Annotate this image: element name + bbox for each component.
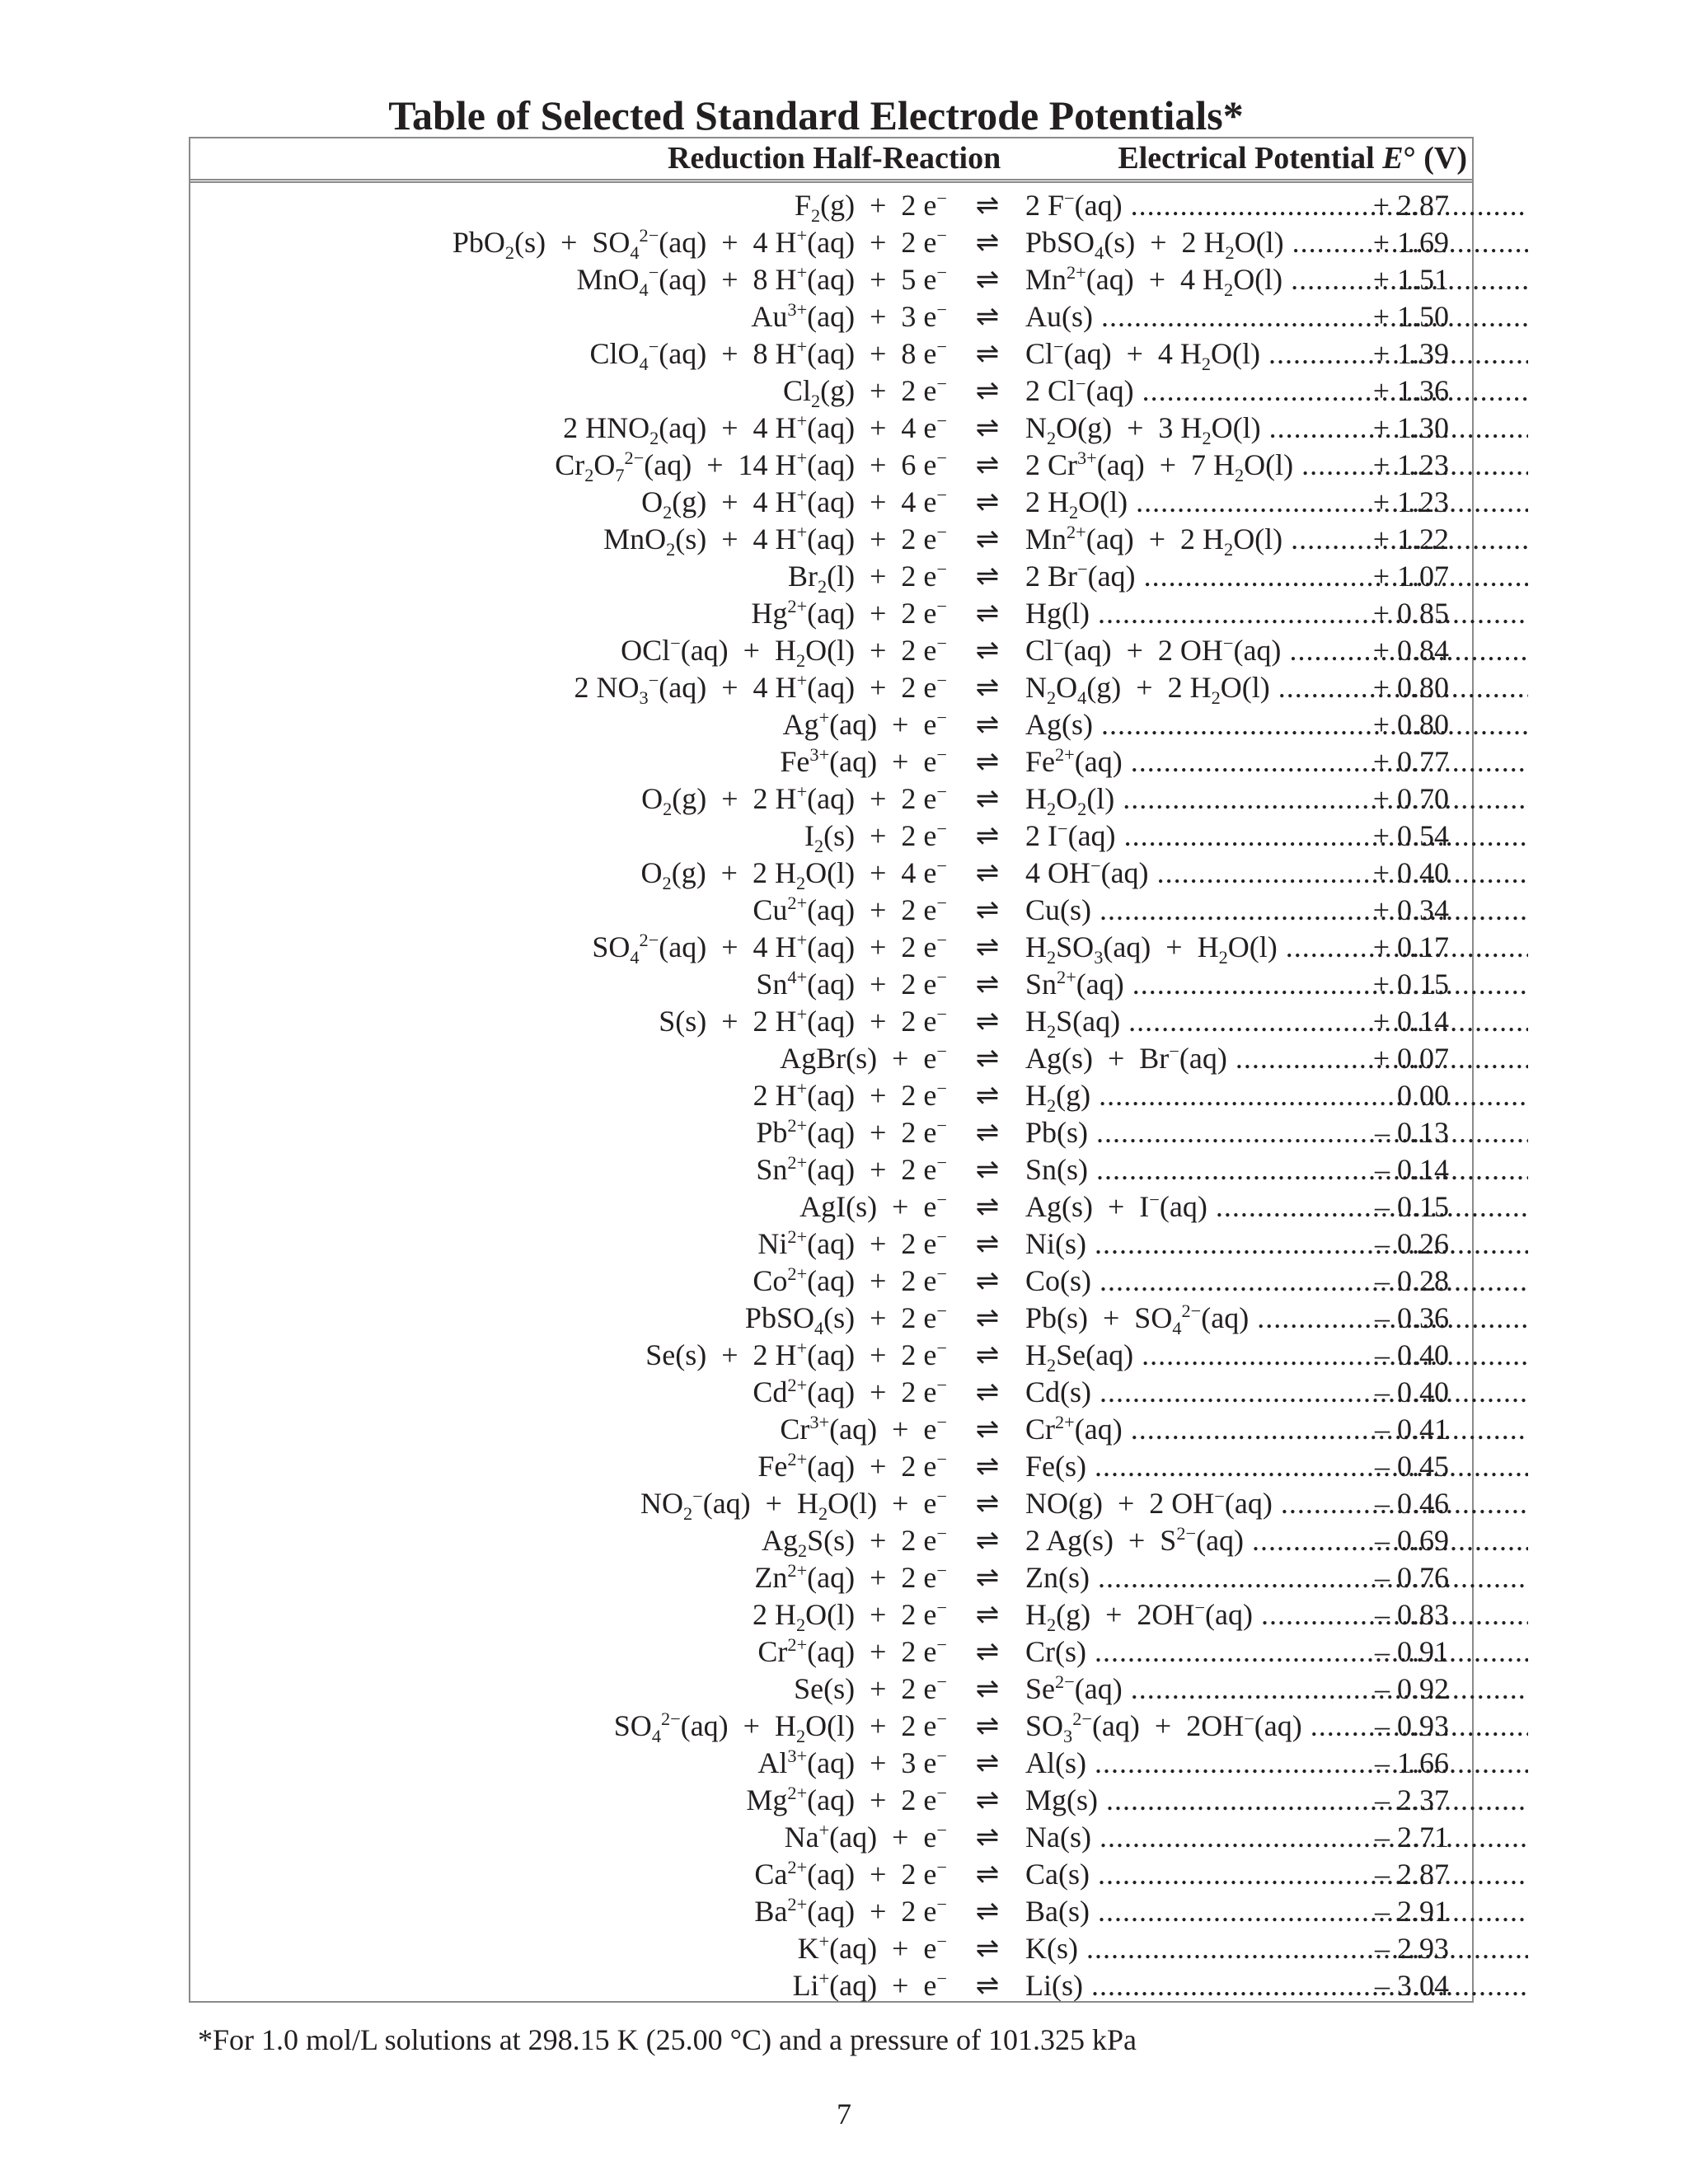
table-row (189, 1226, 1474, 1263)
equilibrium-arrows-icon: ⇌ (975, 1079, 1000, 1112)
reactants: $Cr^{2+}(aq) + 2$ e− (757, 1633, 947, 1668)
potential-value: + 0.17 (1372, 930, 1449, 963)
potential-value: + 1.23 (1372, 485, 1449, 518)
equilibrium-arrows-icon: ⇌ (975, 263, 1000, 296)
products: K(s) ..... (1025, 1930, 1528, 1967)
equilibrium-arrows-icon: ⇌ (975, 374, 1000, 407)
products: Mg(s) ..... (1025, 1782, 1528, 1819)
reactants: $Br_2(l) + 2$ e− (787, 558, 947, 597)
potential-value: – 0.14 (1375, 1153, 1449, 1186)
reactants: $SO_4^{2-}(aq) + H_2O(l) + 2$ e− (613, 1708, 947, 1746)
products: Cl−(aq) + 2 OH−(aq) ..... (1025, 632, 1528, 669)
equilibrium-arrows-icon: ⇌ (975, 671, 1000, 704)
potential-value: + 0.80 (1372, 671, 1449, 704)
reactants: $Au^{3+}(aq) + 3$ e− (751, 298, 947, 333)
products: Au(s) ..... (1025, 298, 1528, 335)
products: Na(s) ..... (1025, 1819, 1528, 1856)
products: $H_2(g) + 2OH^-(aq)$ ..... (1025, 1596, 1528, 1633)
reactants: 2 $HNO_2(aq) + 4$ H+(aq) + 4 e− (563, 410, 947, 448)
table-row (189, 669, 1474, 706)
potential-value: + 1.36 (1372, 374, 1449, 407)
table-row (189, 1596, 1474, 1633)
products: $Mn^{2+}(aq) + 2$ $H_2O(l)$ ..... (1025, 521, 1528, 558)
potential-value: + 1.50 (1372, 300, 1449, 333)
products: Cu(s) ..... (1025, 892, 1528, 929)
products: Hg(l) ..... (1025, 595, 1528, 632)
table-row (189, 187, 1474, 224)
potential-value: + 0.84 (1372, 634, 1449, 667)
equilibrium-arrows-icon: ⇌ (975, 1746, 1000, 1779)
equilibrium-arrows-icon: ⇌ (975, 1116, 1000, 1149)
equilibrium-arrows-icon: ⇌ (975, 1190, 1000, 1223)
equilibrium-arrows-icon: ⇌ (975, 448, 1000, 481)
reactants: $O_2(g) + 4$ H+(aq) + 4 e− (641, 484, 947, 523)
potential-value: + 0.80 (1372, 708, 1449, 741)
table-row (189, 1300, 1474, 1337)
equilibrium-arrows-icon: ⇌ (975, 782, 1000, 815)
table-row (189, 1633, 1474, 1671)
potential-value: – 3.04 (1375, 1969, 1449, 2002)
table-row (189, 1485, 1474, 1522)
products: Ag(s) ..... (1025, 706, 1528, 743)
products: $H_2O_2(l)$ ..... (1025, 780, 1528, 818)
reactants: $Zn^{2+}(aq) + 2$ e− (754, 1559, 947, 1594)
potential-value: – 0.13 (1375, 1116, 1449, 1149)
potential-value: + 1.23 (1372, 448, 1449, 481)
reactants: Ag+(aq) + e− (782, 706, 947, 741)
reactants: MnO$_4$−(aq) + 8 H+(aq) + 5 e− (576, 261, 947, 300)
potential-value: + 0.70 (1372, 782, 1449, 815)
potential-value: – 0.40 (1375, 1376, 1449, 1408)
table-row (189, 1782, 1474, 1819)
products: Fe(s) ..... (1025, 1448, 1528, 1485)
potential-value: – 0.93 (1375, 1709, 1449, 1742)
equilibrium-arrows-icon: ⇌ (975, 1821, 1000, 1854)
potential-value: + 0.07 (1372, 1042, 1449, 1075)
equilibrium-arrows-icon: ⇌ (975, 1301, 1000, 1334)
products: Cr(s) ..... (1025, 1633, 1528, 1671)
potential-value: 0.00 (1397, 1079, 1449, 1112)
equilibrium-arrows-icon: ⇌ (975, 1227, 1000, 1260)
products: Pb(s) ..... (1025, 1114, 1528, 1151)
equilibrium-arrows-icon: ⇌ (975, 1969, 1000, 2002)
table-row (189, 1893, 1474, 1930)
products: Li(s) ..... (1025, 1967, 1528, 2004)
table-row (189, 1114, 1474, 1151)
reactants: $Sn^{2+}(aq) + 2$ e− (756, 1151, 947, 1186)
potential-value: – 0.92 (1375, 1672, 1449, 1705)
reactants: $Cd^{2+}(aq) + 2$ e− (753, 1374, 947, 1408)
reactants: $Cu^{2+}(aq) + 2$ e− (753, 892, 947, 926)
equilibrium-arrows-icon: ⇌ (975, 226, 1000, 259)
table-row (189, 447, 1474, 484)
equilibrium-arrows-icon: ⇌ (975, 708, 1000, 741)
equilibrium-arrows-icon: ⇌ (975, 745, 1000, 778)
potential-value: – 0.91 (1375, 1635, 1449, 1668)
header-divider (189, 179, 1474, 183)
table-row (189, 521, 1474, 558)
footnote: *For 1.0 mol/L solutions at 298.15 K (25.00 °C) and a pressure of 101.325 kPa (198, 2023, 1137, 2056)
reactants: PbSO$_4$(s) + 2 e− (744, 1300, 947, 1338)
table-row (189, 298, 1474, 335)
page-number: 7 (837, 2097, 851, 2130)
table-row (189, 1411, 1474, 1448)
potential-value: + 1.51 (1372, 263, 1449, 296)
column-header-potential: Electrical Potential E° (V) (1118, 141, 1467, 176)
table-row (189, 558, 1474, 595)
reactants: MnO$_2$(s) + 4 H+(aq) + 2 e− (603, 521, 947, 560)
equilibrium-arrows-icon: ⇌ (975, 300, 1000, 333)
potential-value: – 0.46 (1375, 1487, 1449, 1520)
products: $Se^{2-}(aq)$ ..... (1025, 1671, 1528, 1708)
products: $Mn^{2+}(aq) + 4$ $H_2O(l)$ ..... (1025, 261, 1528, 298)
potential-value: + 0.85 (1372, 597, 1449, 630)
potential-value: + 0.77 (1372, 745, 1449, 778)
potential-value: – 0.83 (1375, 1598, 1449, 1631)
products: Ag(s) + Br−(aq) ..... (1025, 1040, 1528, 1077)
potential-value: – 2.71 (1375, 1821, 1449, 1854)
potential-value: – 2.37 (1375, 1783, 1449, 1816)
products: Cl−(aq) + 4 $H_2O(l)$ ..... (1025, 335, 1528, 373)
products: Ni(s) ..... (1025, 1226, 1528, 1263)
products: 2 I−(aq) ..... (1025, 818, 1528, 855)
potential-value: + 1.69 (1372, 226, 1449, 259)
page-title: Table of Selected Standard Electrode Potentials* (388, 92, 1244, 138)
potential-value: + 0.54 (1372, 819, 1449, 852)
reactants: $Al^{3+}(aq) + 3$ e− (757, 1745, 947, 1779)
equilibrium-arrows-icon: ⇌ (975, 930, 1000, 963)
reactants: $Mg^{2+}(aq) + 2$ e− (746, 1782, 947, 1816)
products: $SO_3^{2-}(aq) + 2OH^-(aq)$ ..... (1025, 1708, 1528, 1745)
reactants: $Sn^{4+}(aq) + 2$ e− (756, 966, 947, 1001)
products: Sn(s) ..... (1025, 1151, 1528, 1188)
table-row (189, 484, 1474, 521)
products: Ag(s) + I−(aq) ..... (1025, 1188, 1528, 1226)
reactants: $Cr_2O_7^{2-}(aq) + 14$ H+(aq) + 6 e− (555, 447, 947, 485)
table-row (189, 1671, 1474, 1708)
products: Ba(s) ..... (1025, 1893, 1528, 1930)
products: NO(g) + 2 OH−(aq) ..... (1025, 1485, 1528, 1522)
products: 2 Br−(aq) ..... (1025, 558, 1528, 595)
table-row (189, 780, 1474, 818)
reactants: $O_2(g) + 2$ $H_2O(l) + 4$ e− (640, 855, 947, 893)
reactants: $I_2(s) + 2$ e− (804, 818, 947, 856)
potential-value: – 0.40 (1375, 1338, 1449, 1371)
table-row (189, 1745, 1474, 1782)
reactants: $Cl_2(g) + 2$ e− (782, 373, 947, 411)
reactants: Na+(aq) + e− (784, 1819, 947, 1854)
table-row (189, 1559, 1474, 1596)
potential-value: – 0.26 (1375, 1227, 1449, 1260)
products: Co(s) ..... (1025, 1263, 1528, 1300)
products: $H_2SO_3(aq) + H_2O(l)$ ..... (1025, 929, 1528, 966)
products: 2 Cl−(aq) ..... (1025, 373, 1528, 410)
equilibrium-arrows-icon: ⇌ (975, 1376, 1000, 1408)
potential-value: + 0.40 (1372, 856, 1449, 889)
potential-value: – 2.93 (1375, 1932, 1449, 1965)
table-row (189, 224, 1474, 261)
table-row (189, 1040, 1474, 1077)
table-row (189, 1337, 1474, 1374)
equilibrium-arrows-icon: ⇌ (975, 411, 1000, 444)
products: $H_2Se(aq)$ ..... (1025, 1337, 1528, 1374)
products: $Cr^{2+}(aq)$ ..... (1025, 1411, 1528, 1448)
reactants: S(s) + 2 H+(aq) + 2 e− (659, 1003, 947, 1038)
products: $H_2(g)$ ..... (1025, 1077, 1528, 1114)
equilibrium-arrows-icon: ⇌ (975, 189, 1000, 222)
equilibrium-arrows-icon: ⇌ (975, 1524, 1000, 1557)
equilibrium-arrows-icon: ⇌ (975, 1598, 1000, 1631)
products: $H_2S(aq)$ ..... (1025, 1003, 1528, 1040)
products: 2 $Cr^{3+}(aq) + 7$ $H_2O(l)$ ..... (1025, 447, 1528, 484)
equilibrium-arrows-icon: ⇌ (975, 1413, 1000, 1446)
equilibrium-arrows-icon: ⇌ (975, 1709, 1000, 1742)
table-row (189, 1930, 1474, 1967)
equilibrium-arrows-icon: ⇌ (975, 893, 1000, 926)
equilibrium-arrows-icon: ⇌ (975, 1895, 1000, 1928)
reactants: 2 $H_2O(l) + 2$ e− (752, 1596, 947, 1635)
table-row (189, 1522, 1474, 1559)
equilibrium-arrows-icon: ⇌ (975, 819, 1000, 852)
potential-value: – 1.66 (1375, 1746, 1449, 1779)
products: Zn(s) ..... (1025, 1559, 1528, 1596)
products: 2 $Ag(s) + S^{2-}(aq)$ ..... (1025, 1522, 1528, 1559)
table-row (189, 892, 1474, 929)
potentials-table-body (189, 187, 1474, 2004)
reactants: $Fe^{3+}(aq) + e^-$ (780, 743, 947, 778)
reactants: 2 $NO_3^-(aq) + 4$ H+(aq) + 2 e− (574, 669, 947, 708)
equilibrium-arrows-icon: ⇌ (975, 560, 1000, 593)
potential-value: + 0.34 (1372, 893, 1449, 926)
reactants: $Pb^{2+}(aq) + 2$ e− (756, 1114, 947, 1149)
reactants: $Hg^{2+}(aq) + 2$ e− (751, 595, 947, 630)
products: Ca(s) ..... (1025, 1856, 1528, 1893)
reactants: Se(s) + 2 H+(aq) + 2 e− (645, 1337, 947, 1371)
equilibrium-arrows-icon: ⇌ (975, 1783, 1000, 1816)
table-row (189, 1188, 1474, 1226)
products: 2 F−(aq) ..... (1025, 187, 1528, 224)
reactants: $O_2(g) + 2$ H+(aq) + 2 e− (641, 780, 947, 819)
table-row (189, 855, 1474, 892)
table-row (189, 1077, 1474, 1114)
table-row (189, 410, 1474, 447)
products: $Sn^{2+}(aq)$ ..... (1025, 966, 1528, 1003)
table-row (189, 1708, 1474, 1745)
reactants: $Co^{2+}(aq) + 2$ e− (753, 1263, 947, 1297)
table-row (189, 929, 1474, 966)
reactants: Li+(aq) + e− (792, 1967, 947, 2002)
equilibrium-arrows-icon: ⇌ (975, 1042, 1000, 1075)
products: Al(s) ..... (1025, 1745, 1528, 1782)
potential-value: – 0.36 (1375, 1301, 1449, 1334)
equilibrium-arrows-icon: ⇌ (975, 1153, 1000, 1186)
reactants: $NO_2^-(aq) + H_2O(l) + e^-$ (640, 1485, 947, 1524)
reactants: Se(s) + 2 e− (794, 1671, 947, 1705)
table-row (189, 1448, 1474, 1485)
potential-value: – 0.76 (1375, 1561, 1449, 1594)
potential-value: + 0.14 (1372, 1005, 1449, 1038)
reactants: $OCl^-(aq) + H_2O(l) + 2$ e− (621, 632, 947, 671)
equilibrium-arrows-icon: ⇌ (975, 1635, 1000, 1668)
table-row (189, 1003, 1474, 1040)
reactants: $Ag_2S(s) + 2$ e− (761, 1522, 947, 1561)
reactants: $Ca^{2+}(aq) + 2$ e− (754, 1856, 947, 1891)
equilibrium-arrows-icon: ⇌ (975, 1338, 1000, 1371)
products: 4 OH−(aq) ..... (1025, 855, 1528, 892)
reactants: $Fe^{2+}(aq) + 2$ e− (757, 1448, 947, 1483)
table-row (189, 1374, 1474, 1411)
equilibrium-arrows-icon: ⇌ (975, 1450, 1000, 1483)
table-row (189, 595, 1474, 632)
reactants: AgBr(s) + e− (780, 1040, 947, 1075)
equilibrium-arrows-icon: ⇌ (975, 1932, 1000, 1965)
equilibrium-arrows-icon: ⇌ (975, 968, 1000, 1001)
equilibrium-arrows-icon: ⇌ (975, 856, 1000, 889)
table-row (189, 818, 1474, 855)
reactants: K+(aq) + e− (797, 1930, 947, 1965)
potential-value: – 2.87 (1375, 1858, 1449, 1891)
potential-value: – 2.91 (1375, 1895, 1449, 1928)
products: $Fe^{2+}(aq)$ ..... (1025, 743, 1528, 780)
reactants: $SO_4^{2-}(aq) + 4$ H+(aq) + 2 e− (592, 929, 947, 968)
reactants: $PbO_2(s) + SO_4^{2-}(aq) + 4$ H+(aq) + 2 e− (452, 224, 947, 263)
equilibrium-arrows-icon: ⇌ (975, 1561, 1000, 1594)
reactants: $F_2(g) + 2$ e− (794, 187, 947, 226)
table-row (189, 373, 1474, 410)
reactants: $Cr^{3+}(aq) + e^-$ (780, 1411, 947, 1446)
table-row (189, 632, 1474, 669)
potential-value: + 1.22 (1372, 523, 1449, 555)
equilibrium-arrows-icon: ⇌ (975, 523, 1000, 555)
potential-value: + 1.39 (1372, 337, 1449, 370)
table-row (189, 743, 1474, 780)
potential-value: – 0.41 (1375, 1413, 1449, 1446)
potential-value: + 2.87 (1372, 189, 1449, 222)
products: PbSO$_4$(s) + 2 $H_2O(l)$ ..... (1025, 224, 1528, 261)
table-row (189, 966, 1474, 1003)
products: 2 $H_2O(l)$ ..... (1025, 484, 1528, 521)
potential-value: + 1.30 (1372, 411, 1449, 444)
potential-value: – 0.45 (1375, 1450, 1449, 1483)
table-row (189, 1856, 1474, 1893)
reactants: 2 H+(aq) + 2 e− (753, 1077, 947, 1112)
products: $N_2O(g) + 3$ $H_2O(l)$ ..... (1025, 410, 1528, 447)
equilibrium-arrows-icon: ⇌ (975, 1487, 1000, 1520)
equilibrium-arrows-icon: ⇌ (975, 597, 1000, 630)
table-row (189, 1263, 1474, 1300)
potential-value: – 0.28 (1375, 1264, 1449, 1297)
table-row (189, 1819, 1474, 1856)
table-row (189, 1151, 1474, 1188)
products: Cd(s) ..... (1025, 1374, 1528, 1411)
table-row (189, 261, 1474, 298)
potential-value: – 0.15 (1375, 1190, 1449, 1223)
reactants: AgI(s) + e− (799, 1188, 947, 1223)
column-header-reaction: Reduction Half-Reaction (668, 141, 1001, 176)
reactants: $Ba^{2+}(aq) + 2$ e− (754, 1893, 947, 1928)
potential-value: + 0.15 (1372, 968, 1449, 1001)
equilibrium-arrows-icon: ⇌ (975, 1672, 1000, 1705)
equilibrium-arrows-icon: ⇌ (975, 1005, 1000, 1038)
equilibrium-arrows-icon: ⇌ (975, 337, 1000, 370)
potential-value: – 0.69 (1375, 1524, 1449, 1557)
products: $Pb(s) + SO_4^{2-}(aq)$ ..... (1025, 1300, 1528, 1337)
equilibrium-arrows-icon: ⇌ (975, 634, 1000, 667)
equilibrium-arrows-icon: ⇌ (975, 485, 1000, 518)
products: $N_2O_4(g) + 2$ $H_2O(l)$ ..... (1025, 669, 1528, 706)
table-row (189, 1967, 1474, 2004)
table-row (189, 706, 1474, 743)
table-row (189, 335, 1474, 373)
reactants: ClO$_4$−(aq) + 8 H+(aq) + 8 e− (589, 335, 947, 374)
equilibrium-arrows-icon: ⇌ (975, 1858, 1000, 1891)
equilibrium-arrows-icon: ⇌ (975, 1264, 1000, 1297)
potential-value: + 1.07 (1372, 560, 1449, 593)
reactants: $Ni^{2+}(aq) + 2$ e− (757, 1226, 947, 1260)
